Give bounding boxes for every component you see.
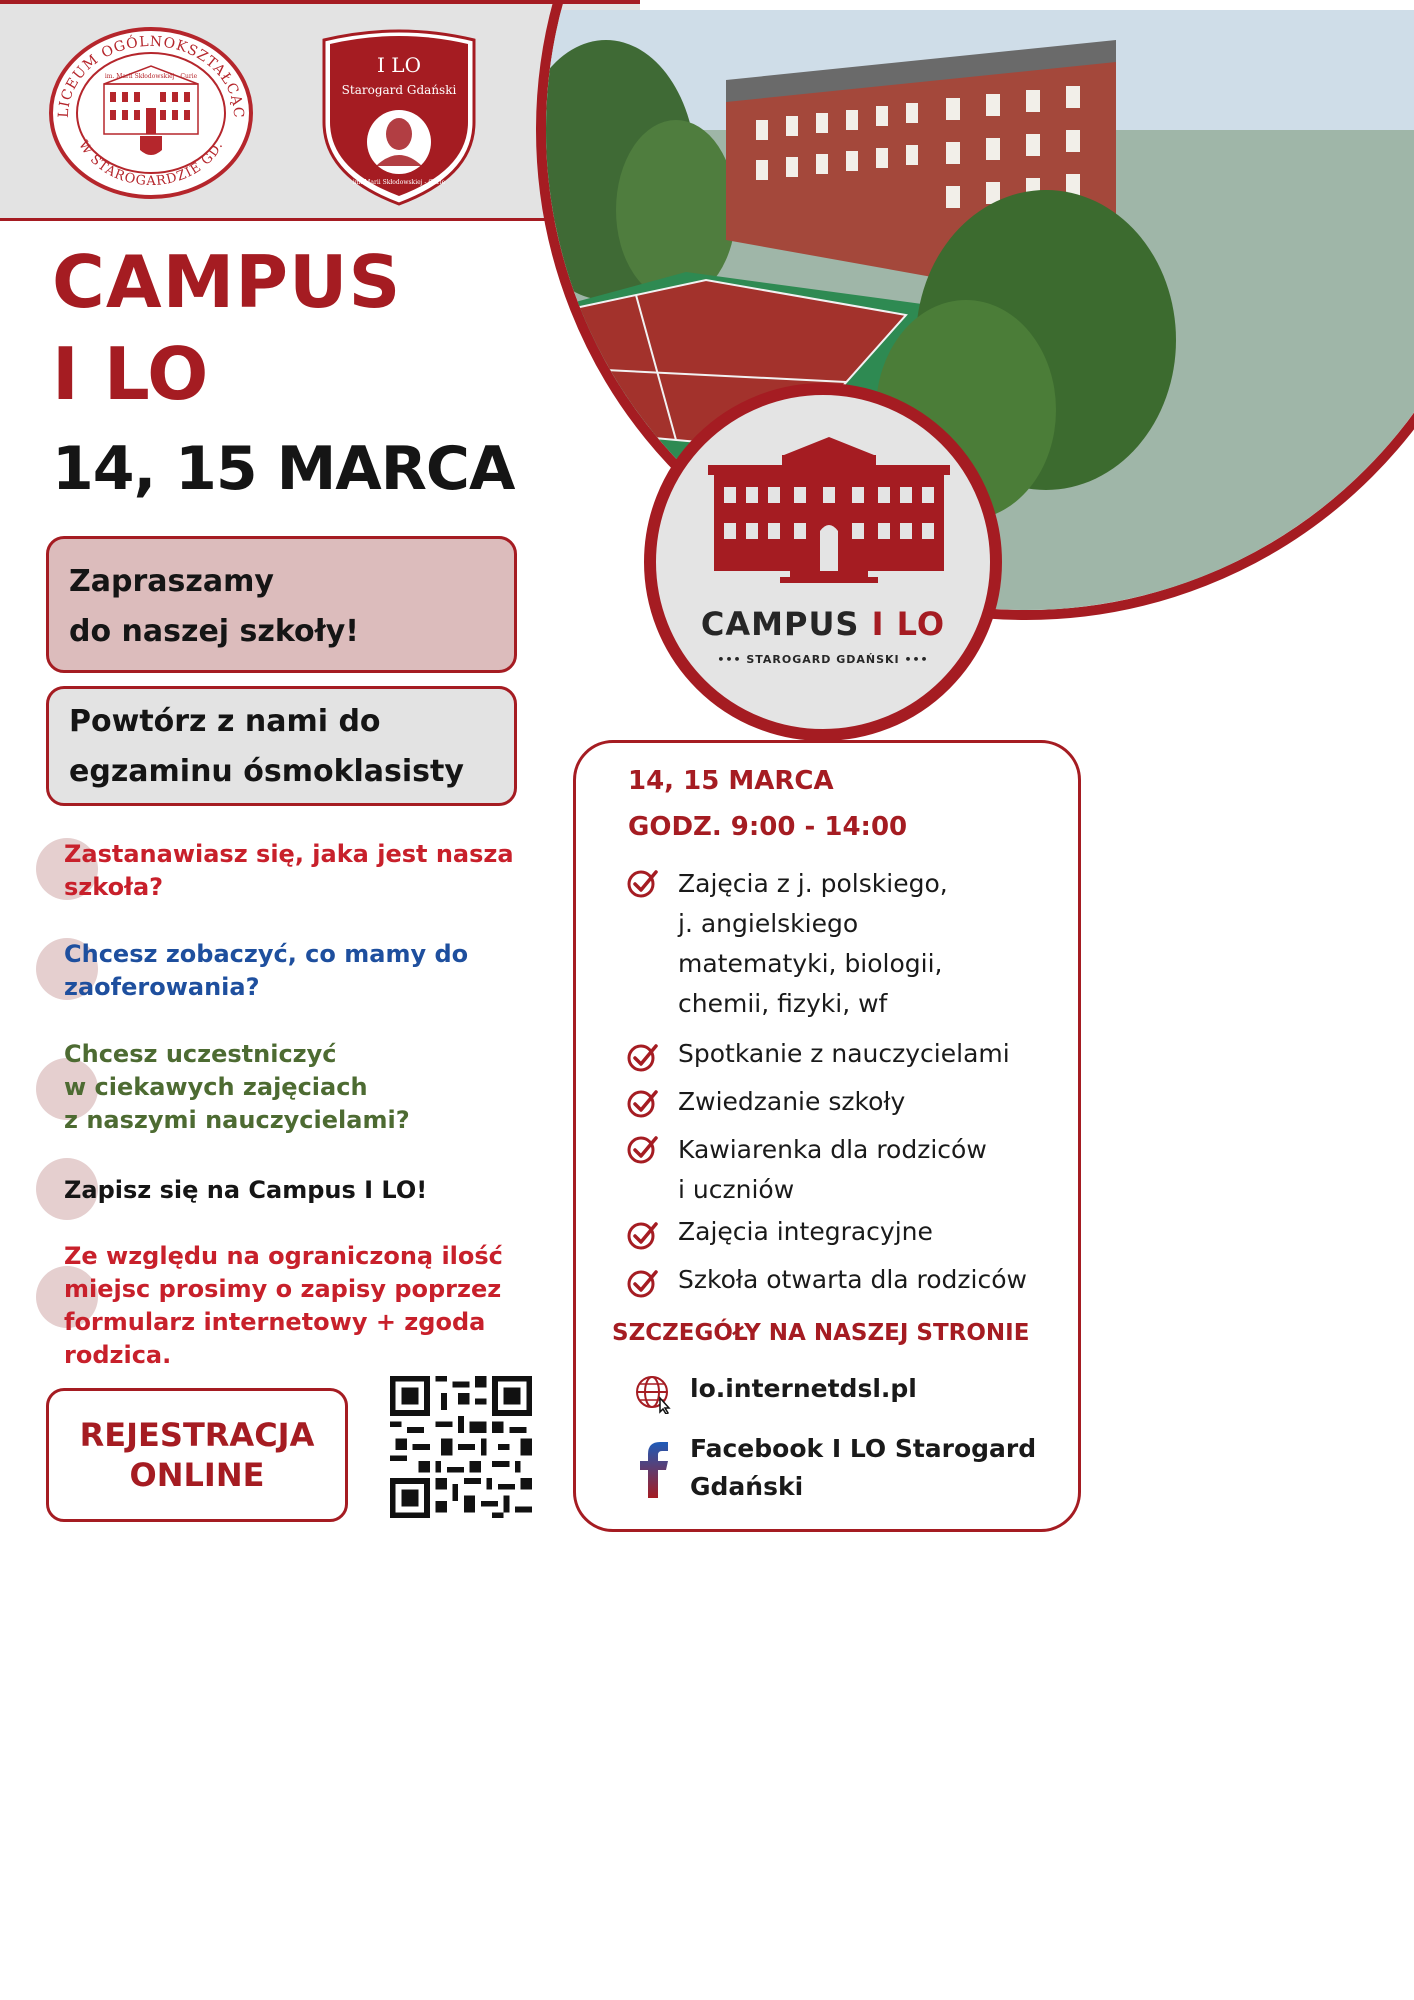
question-line: formularz internetowy + zgoda [64, 1308, 486, 1336]
signup-call [64, 1174, 554, 1207]
check-icon [626, 1086, 660, 1124]
facebook-line-1: Facebook I LO Starogard [690, 1434, 1037, 1463]
facebook-link[interactable] [690, 1430, 1060, 1506]
program-item-line: Zajęcia integracyjne [678, 1217, 933, 1246]
exam-review-box [46, 686, 517, 806]
check-icon [626, 866, 660, 904]
shield-title: I LO [377, 53, 421, 77]
question-line: z naszymi nauczycielami? [64, 1106, 410, 1134]
question-line: Zastanawiasz się, jaka jest nasza [64, 840, 514, 868]
program-item [678, 864, 1068, 1024]
shield-subtitle: Starogard Gdański [341, 83, 457, 97]
question-school [64, 838, 554, 904]
seal-text-top: LICEUM OGÓLNOKSZTAŁCĄC [55, 33, 247, 120]
question-line: Chcesz zobaczyć, co mamy do [64, 940, 469, 968]
question-line: w ciekawych zajęciach [64, 1073, 368, 1101]
online-registration-button[interactable] [46, 1388, 348, 1522]
campus-badge [644, 383, 1002, 741]
question-line: rodzica. [64, 1341, 172, 1369]
program-item-line: Spotkanie z nauczycielami [678, 1039, 1010, 1068]
badge-title [656, 605, 990, 643]
review-line-2: egzaminu ósmoklasisty [69, 754, 464, 789]
program-item-line: j. angielskiego [678, 909, 859, 938]
program-item-line: i uczniów [678, 1175, 795, 1204]
question-line: Chcesz uczestniczyć [64, 1040, 337, 1068]
header-top-line [0, 0, 640, 4]
question-line: Ze względu na ograniczoną ilość [64, 1242, 503, 1270]
details-heading: SZCZEGÓŁY NA NASZEJ STRONIE [612, 1320, 1030, 1346]
panel-time: GODZ. 9:00 - 14:00 [628, 812, 908, 842]
qr-code-icon[interactable] [390, 1376, 532, 1522]
check-icon [626, 1132, 660, 1170]
school-shield-logo [318, 26, 480, 212]
headline-date: 14, 15 MARCA [52, 434, 515, 504]
badge-subtitle: ••• STAROGARD GDAŃSKI ••• [717, 653, 929, 666]
invite-line-2: do naszej szkoły! [69, 614, 359, 649]
question-line: zaoferowania? [64, 973, 260, 1001]
panel-date: 14, 15 MARCA [628, 766, 834, 796]
program-item-line: matematyki, biologii, [678, 949, 943, 978]
question-line: szkoła? [64, 873, 164, 901]
program-item-line: Szkoła otwarta dla rodziców [678, 1265, 1027, 1294]
program-item [678, 1130, 1068, 1210]
program-item-line: chemii, fizyki, wf [678, 989, 888, 1018]
limited-places-note [64, 1240, 554, 1372]
invite-box [46, 536, 517, 673]
program-item-line: Kawiarenka dla rodziców [678, 1135, 987, 1164]
program-item [678, 1212, 1068, 1252]
badge-title-campus: CAMPUS [700, 605, 860, 643]
headline-campus: CAMPUS [52, 240, 402, 324]
question-line: miejsc prosimy o zapisy poprzez [64, 1275, 502, 1303]
header-bottom-line [0, 218, 560, 221]
review-line-1: Powtórz z nami do [69, 704, 381, 739]
check-icon [626, 1218, 660, 1256]
seal-text-patron: im. Marii Skłodowskiej - Curie [104, 73, 198, 80]
facebook-line-2: Gdański [690, 1472, 804, 1501]
question-line: Zapisz się na Campus I LO! [64, 1176, 428, 1204]
school-building-icon [694, 431, 964, 589]
check-icon [626, 1266, 660, 1304]
program-item [678, 1034, 1068, 1074]
website-link[interactable]: lo.internetdsl.pl [690, 1374, 917, 1403]
invite-line-1: Zapraszamy [69, 564, 274, 599]
registration-line-2: ONLINE [129, 1456, 265, 1494]
headline-ilo: I LO [52, 332, 209, 416]
badge-title-ilo: I LO [871, 605, 946, 643]
shield-patron: im. Marii Skłodowskiej - Curie [352, 179, 446, 186]
registration-line-1: REJESTRACJA [79, 1416, 315, 1454]
seal-text-bottom: W STAROGARDZIE GD. [75, 138, 227, 190]
question-classes [64, 1038, 554, 1137]
question-offer [64, 938, 554, 1004]
check-icon [626, 1040, 660, 1078]
globe-icon [634, 1374, 674, 1418]
program-item [678, 1260, 1068, 1300]
facebook-icon[interactable] [636, 1440, 670, 1502]
program-item [678, 1082, 1068, 1122]
program-item-line: Zwiedzanie szkoły [678, 1087, 906, 1116]
school-seal-logo [48, 26, 254, 204]
program-item-line: Zajęcia z j. polskiego, [678, 869, 948, 898]
